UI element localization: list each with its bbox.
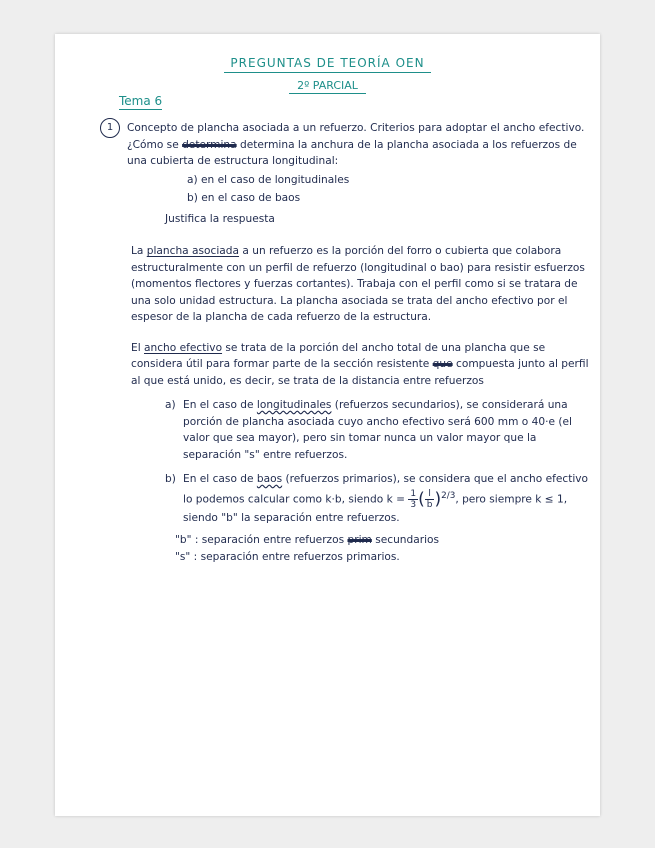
question-block <box>95 120 595 227</box>
answer-paragraph-ancho: El ancho efectivo se trata de la porción del ancho total de una plancha que se considera útil para formar parte de la sección resistente que compuesta junto al perfil al que está unido, es decir, se trata de la distancia entre refuerzos <box>131 341 589 387</box>
term-ancho-efectivo: ancho efectivo <box>144 341 223 354</box>
question-item-a: a) en el caso de longitudinales <box>187 173 350 186</box>
question-justifica: Justifica la respuesta <box>165 212 275 225</box>
answer-paragraph-plancha: La plancha asociada a un refuerzo es la porción del forro o cubierta que colabora estructuralmente con un perfil de refuerzo (longitudinal o bao) para resistir esfuerzos (momentos flectores y fuerzas cortantes). Trabaja con el perfil como si se tratara de una solo unidad estructura. La plancha asociada se trata del ancho efectivo por el espesor de la plancha de cada refuerzo de la estructura. <box>131 245 585 323</box>
title-block <box>55 52 600 94</box>
formula-exponent: 2/3 <box>441 490 456 501</box>
struck-word: determina <box>182 138 237 151</box>
sub-b-label: b) <box>165 473 176 485</box>
answer-sub-b: b) En el caso de baos (refuerzos primarios), se considera que el ancho efectivo lo podemos calcular como k·b, siendo k = $\frac{1}{3}$ ( $\frac{l}{b}$ )$^{2/3}$, pero siempre k ≤ 1, siendo "b" la separación entre refuerzos. <box>165 473 589 524</box>
definition-b: "b" : separación entre refuerzos prim secundarios <box>175 534 440 547</box>
definition-s: "s" : separación entre refuerzos primarios. <box>175 550 400 563</box>
answer-sub-a: a) En el caso de longitudinales (refuerzos secundarios), se considerará una porción de plancha asociada cuyo ancho efectivo será 600 mm o 40·e (el valor que sea mayor), pero sin tomar nunca un valor mayor que la separación "s" entre refuerzos. <box>165 399 572 461</box>
term-longitudinales: longitudinales <box>256 399 332 411</box>
term-baos: baos <box>256 473 283 485</box>
page-title: PREGUNTAS DE TEORÍA OEN <box>224 56 430 73</box>
notebook-page <box>55 34 600 816</box>
page-subtitle: 2º PARCIAL <box>289 79 366 94</box>
question-text: Concepto de plancha asociada a un refuerzo. Criterios para adoptar el ancho efectivo. ¿Cómo se determina determina la anchura de la plancha asociada a los refuerzos de una cubierta de estructura longitudinal: <box>127 122 585 167</box>
struck-word-3: prim <box>347 534 372 547</box>
fraction-l-b: $\frac{l}{b}$ <box>426 488 433 510</box>
term-plancha-asociada: plancha asociada <box>146 245 240 257</box>
definitions <box>175 532 595 565</box>
question-number: 1 <box>100 118 120 138</box>
notes-body <box>95 120 595 565</box>
formula-k: k = $\frac{1}{3}$ ( $\frac{l}{b}$ )$^{2/3}$ <box>386 488 456 510</box>
struck-word-2: que <box>432 358 453 370</box>
fraction-one-third: $\frac{1}{3}$ <box>410 488 417 510</box>
question-item-b: b) en el caso de baos <box>187 192 301 204</box>
tema-heading: Tema 6 <box>119 94 163 108</box>
sub-a-label: a) <box>165 399 176 411</box>
